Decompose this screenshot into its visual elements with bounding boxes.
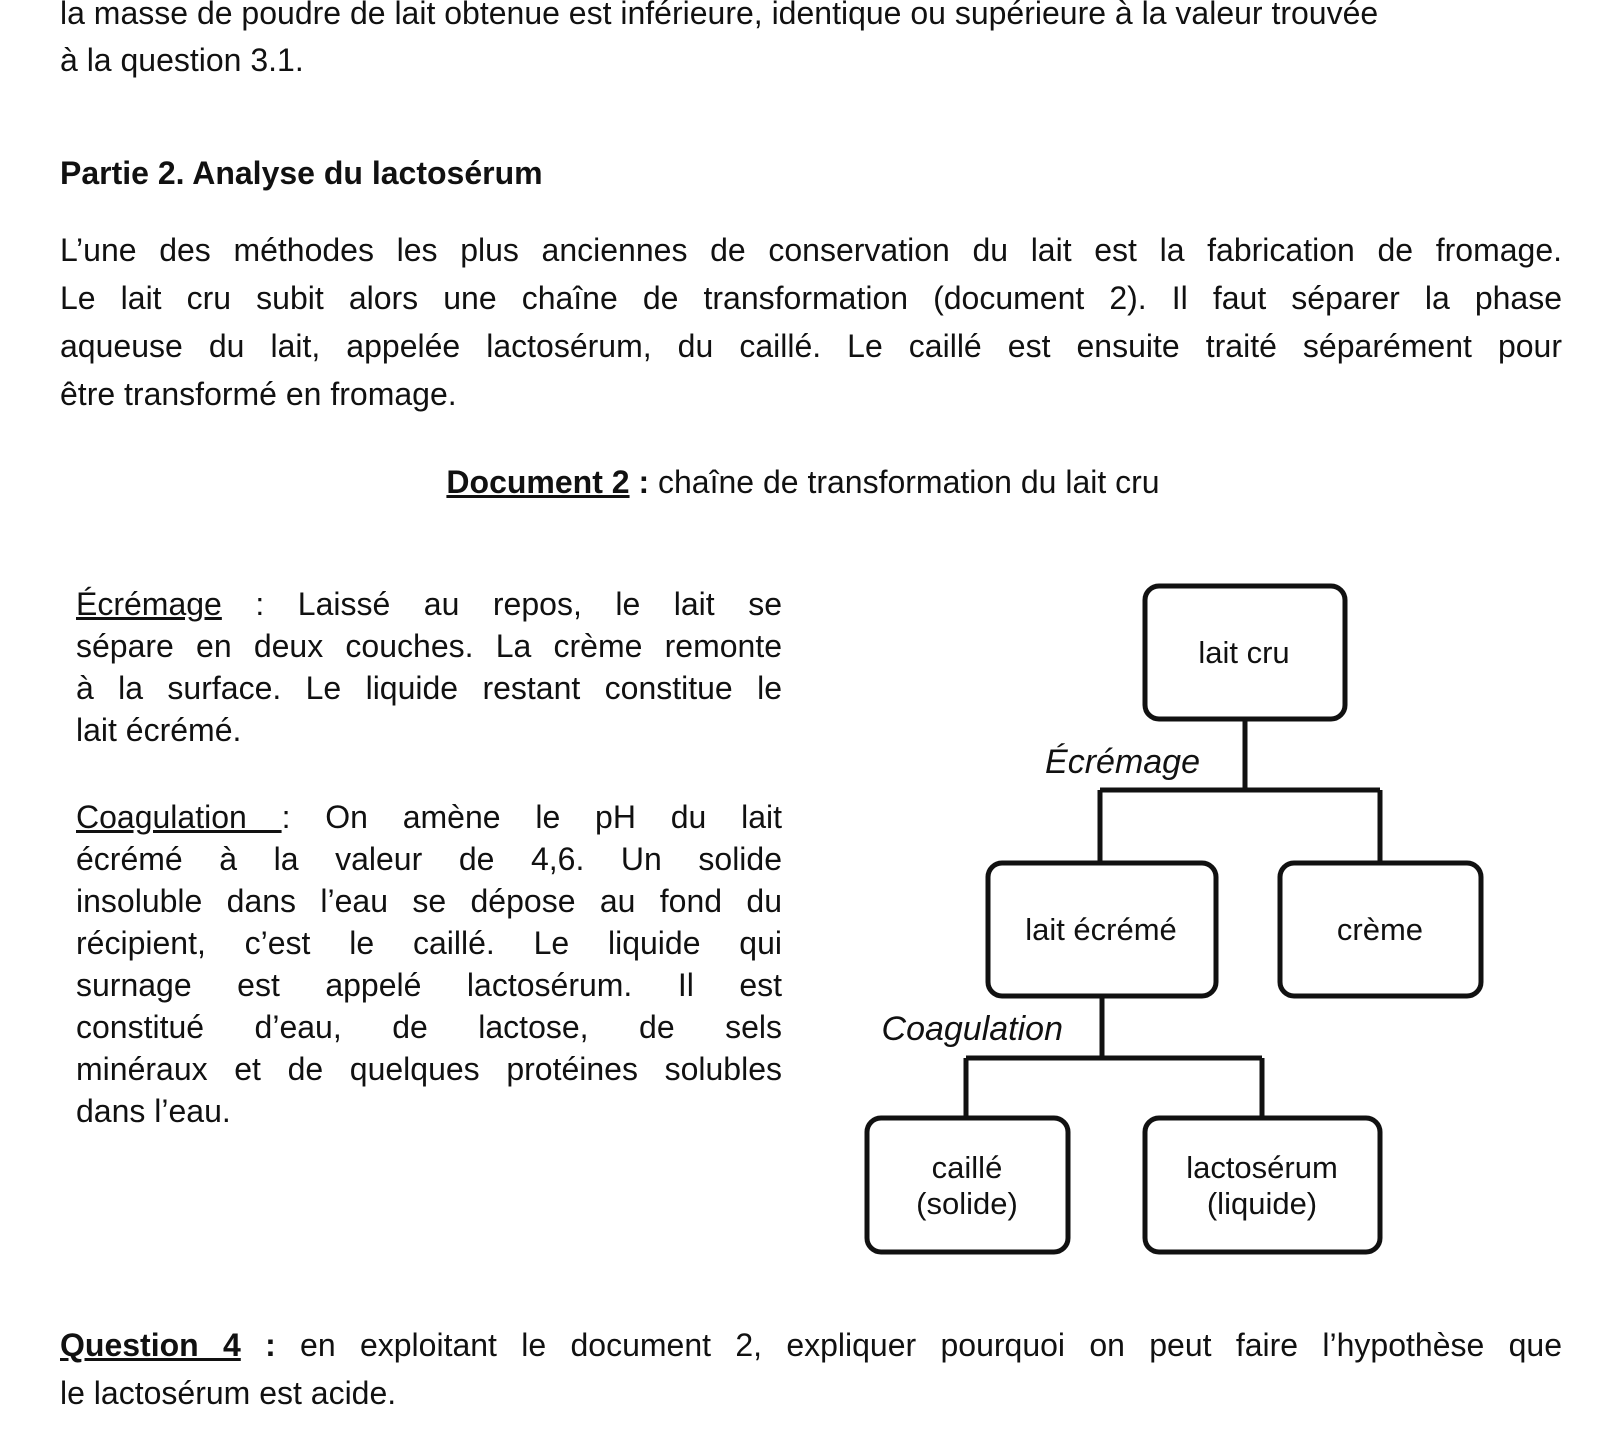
ecremage-term: Écrémage [76, 586, 222, 622]
coagulation-text: : On amène le pH du lait [281, 799, 782, 835]
coagulation-line: écrémé à la valeur de 4,6. Un solide [76, 841, 782, 877]
intro-line-2: à la question 3.1. [60, 42, 304, 78]
coagulation-line: constitué d’eau, de lactose, de sels [76, 1009, 782, 1045]
node-lactoserum: lactosérum [1186, 1150, 1338, 1185]
document-caption-text: chaîne de transformation du lait cru [649, 464, 1160, 500]
connector-ecremage [1100, 719, 1380, 863]
coagulation-line: insoluble dans l’eau se dépose au fond du [76, 883, 782, 919]
question-4 [60, 1321, 1562, 1417]
paragraph-line: Le lait cru subit alors une chaîne de transformation (document 2). Il faut séparer la phase [60, 280, 1562, 316]
node-lactoserum-state: (liquide) [1206, 1186, 1318, 1221]
paragraph-line: L’une des méthodes les plus anciennes de conservation du lait est la fabrication de fromage. [60, 232, 1562, 268]
step-ecremage: Écrémage [1045, 743, 1200, 781]
node-caille-state: (solide) [916, 1186, 1018, 1221]
question-line: le lactosérum est acide. [60, 1375, 397, 1411]
node-lait-ecreme: lait écrémé [1025, 912, 1177, 947]
intro-line-1: la masse de poudre de lait obtenue est inférieure, identique ou supérieure à la valeur trouvée [60, 0, 1379, 31]
question-text: en exploitant le document 2, expliquer pourquoi on peut faire l’hypothèse que [275, 1327, 1562, 1363]
node-lait-cru: lait cru [1198, 635, 1290, 670]
paragraph-line: être transformé en fromage. [60, 376, 457, 412]
coagulation-term: Coagulation [76, 799, 282, 835]
question-label: Question 4 [60, 1327, 241, 1363]
section-title: Partie 2. Analyse du lactosérum [60, 155, 543, 191]
paragraph-line: aqueuse du lait, appelée lactosérum, du caillé. Le caillé est ensuite traité séparément pour [60, 328, 1562, 364]
ecremage-line: sépare en deux couches. La crème remonte [76, 628, 782, 664]
coagulation-line: récipient, c’est le caillé. Le liquide qui [76, 925, 782, 961]
step-coagulation: Coagulation [881, 1010, 1063, 1048]
question-separator: : [240, 1327, 276, 1363]
question-line [60, 1321, 1562, 1369]
coagulation-line: dans l’eau. [76, 1093, 231, 1129]
ecremage-text: : Laissé au repos, le lait se [221, 586, 782, 622]
coagulation-line: minéraux et de quelques protéines solubles [76, 1051, 782, 1087]
document-separator: : [629, 464, 650, 500]
ecremage-line: lait écrémé. [76, 712, 242, 748]
document-label: Document 2 [446, 464, 630, 500]
ecremage-line: à la surface. Le liquide restant constitue le [76, 670, 782, 706]
coagulation-line: surnage est appelé lactosérum. Il est [76, 967, 782, 1003]
box-caille [867, 1118, 1068, 1252]
node-caille: caillé [931, 1150, 1003, 1185]
node-creme: crème [1336, 912, 1424, 947]
box-lactoserum [1145, 1118, 1380, 1252]
